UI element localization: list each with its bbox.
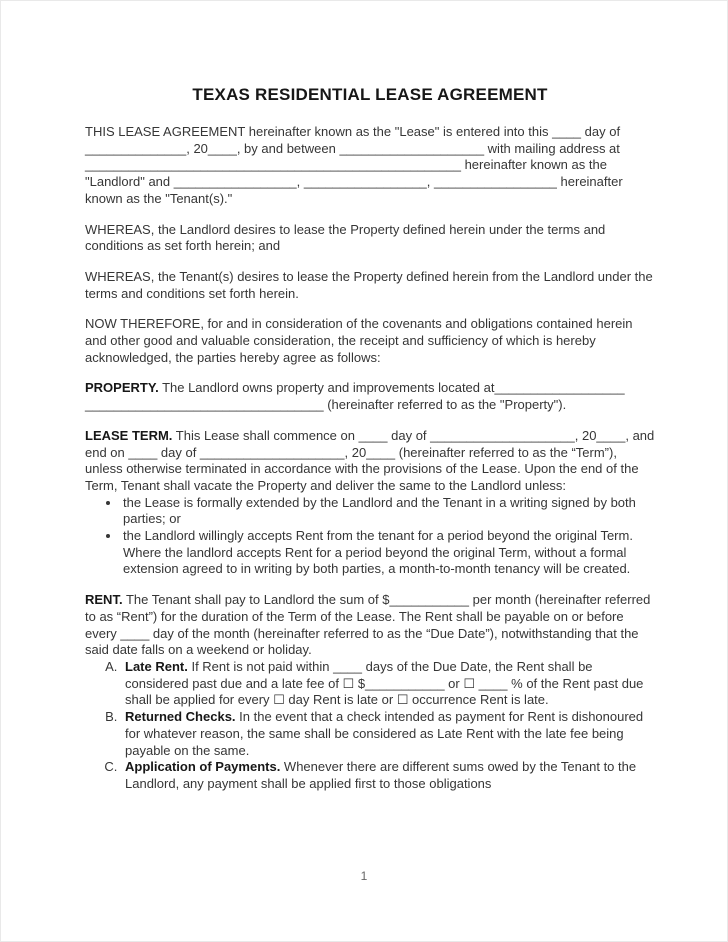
- rent-subsections-list: [85, 659, 655, 793]
- whereas-landlord-paragraph: WHEREAS, the Landlord desires to lease the Property defined herein under the terms and conditions as set forth herein; and: [85, 221, 606, 254]
- lease-term-text: This Lease shall commence on ____ day of ____________________, 20____, and end on ____ day of ____________________, 20____ (hereinafter referred to as the “Term”), unless otherwise terminated in accordance with the provisions of the Lease. Upon the end of the Term, Tenant shall vacate the Property and deliver the same to the Landlord unless:: [85, 427, 655, 493]
- page-number: 1: [360, 869, 368, 884]
- property-text: The Landlord owns property and improvements located at__________________ _________________________________ (hereinafter referred to as the "Property").: [85, 380, 625, 413]
- rent-label: RENT.: [85, 592, 123, 608]
- application-of-payments-label: Application of Payments.: [125, 759, 281, 775]
- intro-paragraph: THIS LEASE AGREEMENT hereinafter known as the "Lease" is entered into this ____ day of ______________, 20____, by and between ____________________ with mailing address at ____________________________________________________ hereinafter known as the "Landlord" and _________________, _________________, _________________ hereinafter known as the "Tenant(s).": [85, 124, 623, 206]
- lease-term-conditions-list: [85, 495, 655, 579]
- document-title: TEXAS RESIDENTIAL LEASE AGREEMENT: [192, 85, 548, 104]
- returned-checks-item: [121, 709, 655, 759]
- property-section: [85, 380, 655, 413]
- lease-term-bullet-extension: • the Lease is formally extended by the Landlord and the Tenant in a writing signed by both parties; or: [121, 495, 655, 528]
- rent-section: [85, 592, 655, 659]
- returned-checks-label: Returned Checks.: [125, 709, 236, 725]
- lease-term-section: [85, 428, 655, 495]
- rent-text: The Tenant shall pay to Landlord the sum of $___________ per month (hereinafter referred to as “Rent”) for the duration of the Term of the Lease. The Rent shall be payable on or before every ____ day of the month (hereinafter referred to as the “Due Date”), notwithstanding that the said date falls on a weekend or holiday.: [85, 592, 651, 658]
- whereas-tenant-paragraph: WHEREAS, the Tenant(s) desires to lease the Property defined herein from the Landlord under the terms and conditions set forth herein.: [85, 268, 653, 301]
- lease-term-bullet-holdover: • the Landlord willingly accepts Rent from the tenant for a period beyond the original Term. Where the landlord accepts Rent for a period beyond the original Term, without a formal extension agreed to in writing by both parties, a month-to-month tenancy will be created.: [121, 528, 655, 578]
- late-rent-text: If Rent is not paid within ____ days of the Due Date, the Rent shall be considered past due and a late fee of ☐ $___________ or ☐ ____ % of the Rent past due shall be applied for every ☐ day Rent is late or ☐ occurrence Rent is late.: [125, 658, 644, 708]
- late-rent-item: [121, 659, 655, 709]
- returned-checks-text: In the event that a check intended as payment for Rent is dishonoured for whatever reason, the same shall be considered as Late Rent with the late fee being payable on the same.: [125, 709, 644, 758]
- now-therefore-paragraph: NOW THEREFORE, for and in consideration of the covenants and obligations contained herein and other good and valuable consideration, the receipt and sufficiency of which is hereby acknowledged, the parties hereby agree as follows:: [85, 316, 633, 365]
- late-rent-label: Late Rent.: [125, 658, 188, 674]
- application-of-payments-item: [121, 759, 655, 792]
- lease-term-label: LEASE TERM.: [85, 427, 173, 443]
- property-label: PROPERTY.: [85, 380, 159, 396]
- application-of-payments-text: Whenever there are different sums owed by the Tenant to the Landlord, any payment shall be applied first to those obligations: [125, 759, 637, 791]
